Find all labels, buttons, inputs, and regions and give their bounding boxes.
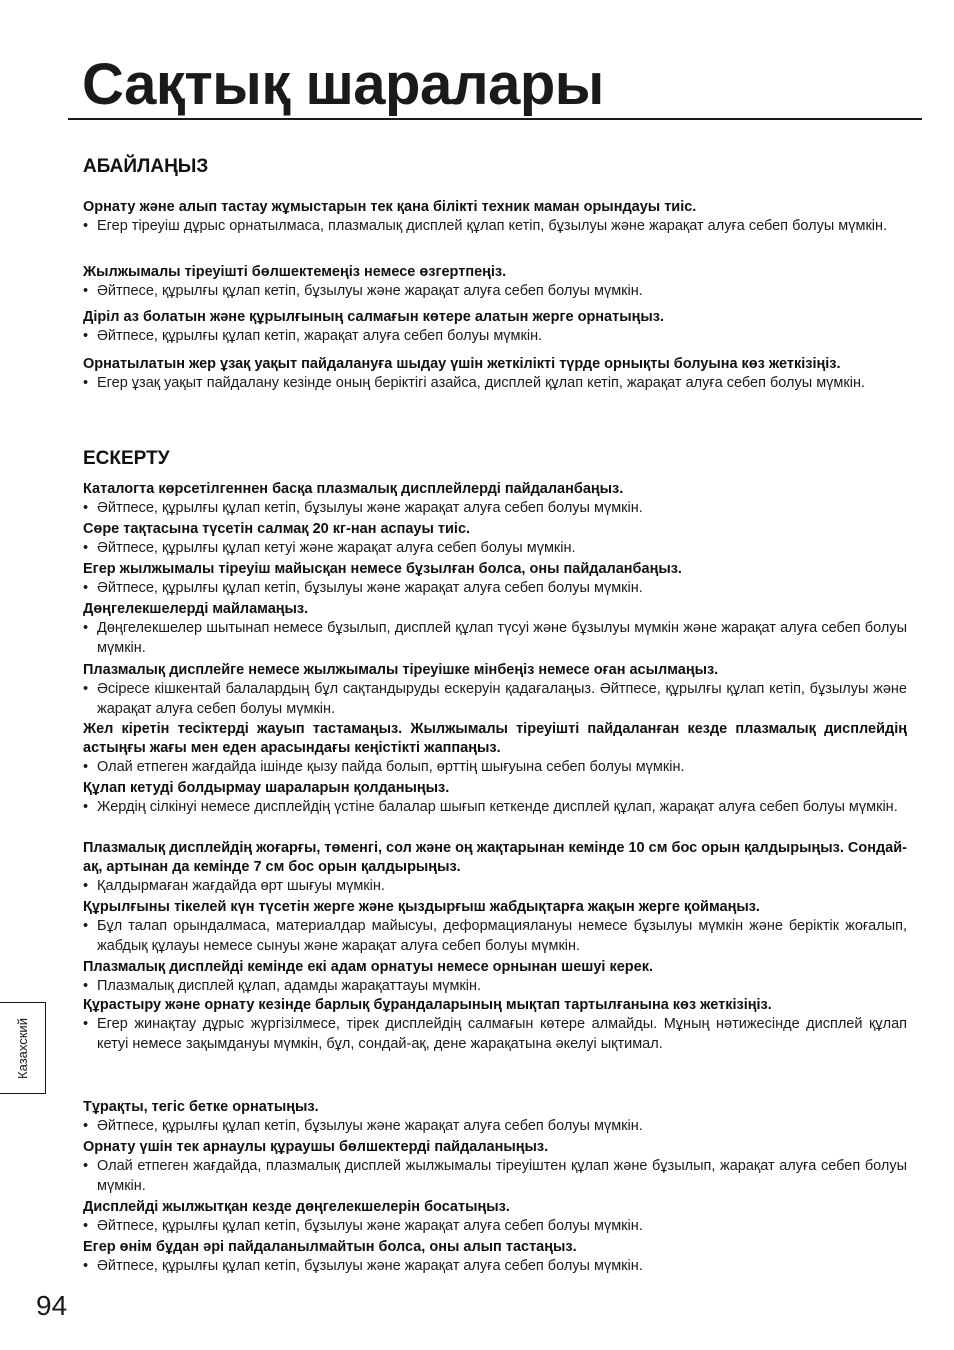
bullet: • xyxy=(83,500,89,516)
item-heading: Егер жылжымалы тіреуіш майысқан немесе бұзылған болса, оны пайдаланбаңыз. xyxy=(83,561,682,577)
item-heading: Дисплейді жылжытқан кезде дөңгелекшелерін босатыңыз. xyxy=(83,1199,510,1215)
list-item xyxy=(83,1198,907,1237)
bullet: • xyxy=(83,1118,89,1134)
list-item xyxy=(83,355,907,394)
language-tab-label: Казахский xyxy=(15,1017,31,1079)
page-title: Сақтық шаралары xyxy=(82,52,604,117)
item-text: Олай етпеген жағдайда ішінде қызу пайда болып, өрттің шығуына себеп болуы мүмкін. xyxy=(97,759,685,775)
bullet: • xyxy=(83,540,89,556)
page-number: 94 xyxy=(36,1290,68,1321)
item-heading: Дөңгелекшелерді майламаңыз. xyxy=(83,601,309,617)
bullet: • xyxy=(83,799,89,815)
section-heading-caution: ЕСКЕРТУ xyxy=(83,448,170,469)
item-text: Әйтпесе, құрылғы құлап кетуі және жарақат алуға себеп болуы мүмкін. xyxy=(97,540,576,556)
bullet: • xyxy=(83,1258,89,1274)
list-item xyxy=(83,198,907,237)
list-item xyxy=(83,480,907,519)
item-heading: Құрастыру және орнату кезінде барлық бұрандаларының мықтап тартылғанына көз жеткізіңіз. xyxy=(83,997,772,1013)
list-item xyxy=(83,661,907,719)
list-item xyxy=(83,560,907,599)
item-text: Әйтпесе, құрылғы құлап кетіп, жарақат алуға себеп болуы мүмкін. xyxy=(97,328,543,344)
item-text: Жердің сілкінуі немесе дисплейдің үстіне балалар шығып кеткенде дисплей құлап, жарақат алуға себеп болуы мүмкін. xyxy=(97,799,898,815)
list-item xyxy=(83,958,907,997)
section-heading-warning: АБАЙЛАҢЫЗ xyxy=(83,156,209,177)
bullet: • xyxy=(83,620,89,636)
item-text: Егер тіреуіш дұрыс орнатылмаса, плазмалық дисплей құлап кетіп, бұзылуы және жарақат алуға себеп болуы мүмкін. xyxy=(97,218,888,234)
list-item xyxy=(83,839,907,897)
list-item xyxy=(83,720,907,778)
item-text: Әйтпесе, құрылғы құлап кетіп, бұзылуы және жарақат алуға себеп болуы мүмкін. xyxy=(97,580,643,596)
item-heading: Жылжымалы тіреуішті бөлшектемеңіз немесе өзгертпеңіз. xyxy=(83,264,507,280)
list-item xyxy=(83,779,907,818)
item-text: Әйтпесе, құрылғы құлап кетіп, бұзылуы және жарақат алуға себеп болуы мүмкін. xyxy=(97,283,643,299)
item-text: Олай етпеген жағдайда, плазмалық дисплей жылжымалы тіреуіштен құлап және бұзылып, жарақат алуға себеп болуы мүмкін. xyxy=(97,1158,907,1194)
item-text: Әйтпесе, құрылғы құлап кетіп, бұзылуы және жарақат алуға себеп болуы мүмкін. xyxy=(97,1258,643,1274)
item-heading: Плазмалық дисплейдің жоғарғы, төменгі, сол және оң жақтарынан кемінде 10 см бос орын қалдырыңыз. Сондай-ақ, артынан да кемінде 7 см бос орын қалдырыңыз. xyxy=(83,840,907,875)
bullet: • xyxy=(83,580,89,596)
bullet: • xyxy=(83,375,89,391)
bullet: • xyxy=(83,878,89,894)
item-heading: Құрылғыны тікелей күн түсетін жерге және қыздырғыш жабдықтарға жақын жерге қоймаңыз. xyxy=(83,899,760,915)
item-heading: Егер өнім бұдан әрі пайдаланылмайтын болса, оны алып тастаңыз. xyxy=(83,1239,577,1255)
item-heading: Құлап кетуді болдырмау шараларын қолданыңыз. xyxy=(83,780,450,796)
item-heading: Орнату және алып тастау жұмыстарын тек қана білікті техник маман орындауы тиіс. xyxy=(83,199,697,215)
item-heading: Плазмалық дисплейге немесе жылжымалы тіреуішке мінбеңіз немесе оған асылмаңыз. xyxy=(83,662,719,678)
bullet: • xyxy=(83,681,89,697)
list-item xyxy=(83,1238,907,1277)
item-heading: Діріл аз болатын және құрылғының салмағын көтере алатын жерге орнатыңыз. xyxy=(83,309,664,325)
item-heading: Орнату үшін тек арнаулы құраушы бөлшектерді пайдаланыңыз. xyxy=(83,1139,549,1155)
item-heading: Плазмалық дисплейді кемінде екі адам орнатуы немесе орнынан шешуі керек. xyxy=(83,959,654,975)
list-item xyxy=(83,520,907,559)
item-text: Плазмалық дисплей құлап, адамды жарақаттауы мүмкін. xyxy=(97,978,482,994)
item-heading: Каталогта көрсетілгеннен басқа плазмалық дисплейлерді пайдаланбаңыз. xyxy=(83,481,624,497)
item-heading: Сөре тақтасына түсетін салмақ 20 кг-нан аспауы тиіс. xyxy=(83,521,471,537)
bullet: • xyxy=(83,218,89,234)
item-heading: Жел кіретін тесіктерді жауып тастамаңыз. Жылжымалы тіреуішті пайдаланған кезде плазмалық дисплейдің астыңғы жағы мен еден арасындағы кеңістікті жаппаңыз. xyxy=(83,721,907,756)
language-tab xyxy=(0,1002,46,1094)
item-text: Әсіресе кішкентай балалардың бұл сақтандыруды ескеруін қадағалаңыз. Әйтпесе, құрылғы құлап кетіп, бұзылуы және жарақат алуға себеп болуы мүмкін. xyxy=(97,681,907,717)
list-item xyxy=(83,996,907,1054)
item-text: Әйтпесе, құрылғы құлап кетіп, бұзылуы және жарақат алуға себеп болуы мүмкін. xyxy=(97,1218,643,1234)
item-text: Әйтпесе, құрылғы құлап кетіп, бұзылуы және жарақат алуға себеп болуы мүмкін. xyxy=(97,500,643,516)
list-item xyxy=(83,898,907,956)
bullet: • xyxy=(83,1016,89,1032)
list-item xyxy=(83,600,907,658)
item-heading: Тұрақты, тегіс бетке орнатыңыз. xyxy=(83,1099,319,1115)
item-text: Егер ұзақ уақыт пайдалану кезінде оның беріктігі азайса, дисплей құлап кетіп, жарақат алуға себеп болуы мүмкін. xyxy=(97,375,865,391)
list-item xyxy=(83,263,907,302)
bullet: • xyxy=(83,328,89,344)
bullet: • xyxy=(83,759,89,775)
item-text: Дөңгелекшелер шытынап немесе бұзылып, дисплей құлап түсуі және бұзылуы мүмкін және жарақат алуға себеп болуы мүмкін. xyxy=(97,620,907,656)
bullet: • xyxy=(83,283,89,299)
item-text: Әйтпесе, құрылғы құлап кетіп, бұзылуы және жарақат алуға себеп болуы мүмкін. xyxy=(97,1118,643,1134)
title-divider xyxy=(68,118,922,120)
item-text: Егер жинақтау дұрыс жүргізілмесе, тірек дисплейдің салмағын көтере алмайды. Мұның нәтижесінде дисплей құлап кетуі немесе зақымдануы мүмкін, бұл, сондай-ақ, дене жарақатына әкелуі ықтимал. xyxy=(97,1016,907,1052)
list-item xyxy=(83,1098,907,1137)
list-item xyxy=(83,1138,907,1196)
bullet: • xyxy=(83,1158,89,1174)
bullet: • xyxy=(83,1218,89,1234)
item-text: Қалдырмаған жағдайда өрт шығуы мүмкін. xyxy=(97,878,385,894)
item-text: Бұл талап орындалмаса, материалдар майысуы, деформациялануы немесе бұзылуы мүмкін және беріктік жоғалып, жабдық құлауы немесе сынуы және жарақат алуға себеп болуы мүмкін. xyxy=(97,918,907,954)
bullet: • xyxy=(83,978,89,994)
bullet: • xyxy=(83,918,89,934)
item-heading: Орнатылатын жер ұзақ уақыт пайдалануға шыдау үшін жеткілікті түрде орнықты болуына көз жеткізіңіз. xyxy=(83,356,841,372)
list-item xyxy=(83,308,907,347)
